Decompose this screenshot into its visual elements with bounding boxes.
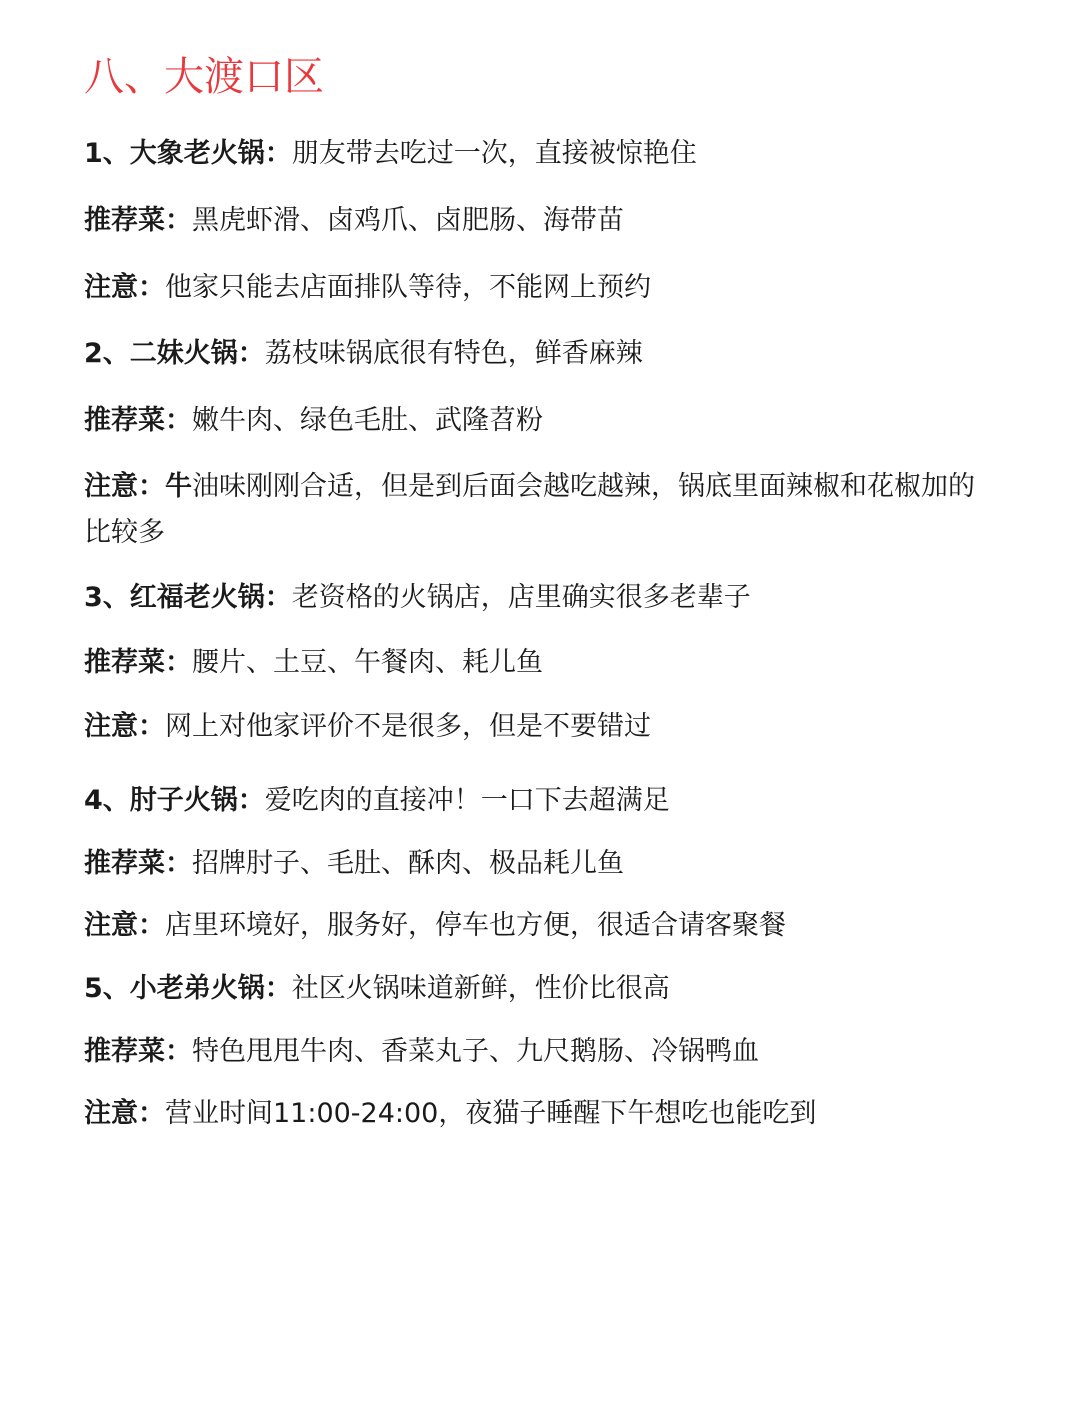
note-text: 店里环境好，服务好，停车也方便，很适合请客聚餐: [165, 910, 786, 941]
restaurant-name: 4、肘子火锅：: [84, 785, 265, 816]
recommended-label: 推荐菜：: [84, 405, 192, 436]
note-text: 他家只能去店面排队等待，不能网上预约: [165, 272, 651, 303]
recommended-label: 推荐菜：: [84, 647, 192, 678]
note-label: 注意：牛: [84, 471, 192, 502]
restaurant-heading: [84, 131, 984, 177]
recommended-label: 推荐菜：: [84, 848, 192, 879]
recommended-text: 嫩牛肉、绿色毛肚、武隆苕粉: [192, 405, 543, 436]
restaurant-description: 朋友带去吃过一次，直接被惊艳住: [291, 138, 697, 169]
recommended-dishes: [84, 1029, 984, 1075]
note: [84, 704, 984, 750]
restaurant-heading: [84, 778, 984, 824]
restaurant-heading: [84, 575, 984, 621]
recommended-label: 推荐菜：: [84, 205, 192, 236]
recommended-dishes: [84, 841, 984, 887]
recommended-text: 黑虎虾滑、卤鸡爪、卤肥肠、海带苗: [192, 205, 624, 236]
note-label: 注意：: [84, 272, 165, 303]
restaurant-description: 社区火锅味道新鲜，性价比很高: [291, 973, 670, 1004]
section-title: 八、大渡口区: [84, 54, 324, 100]
note-label: 注意：: [84, 910, 165, 941]
recommended-text: 腰片、土豆、午餐肉、耗儿鱼: [192, 647, 543, 678]
recommended-text: 招牌肘子、毛肚、酥肉、极品耗儿鱼: [192, 848, 624, 879]
recommended-label: 推荐菜：: [84, 1036, 192, 1067]
recommended-dishes: [84, 198, 984, 244]
restaurant-description: 老资格的火锅店，店里确实很多老辈子: [291, 582, 751, 613]
note-text: 油味刚刚合适，但是到后面会越吃越辣，锅底里面辣椒和花椒加的比较多: [84, 471, 975, 548]
note: [84, 265, 984, 311]
recommended-text: 特色甩甩牛肉、香菜丸子、九尺鹅肠、冷锅鸭血: [192, 1036, 759, 1067]
restaurant-description: 爱吃肉的直接冲！一口下去超满足: [264, 785, 670, 816]
note-text: 营业时间11:00-24:00，夜猫子睡醒下午想吃也能吃到: [165, 1098, 817, 1129]
note: [84, 464, 984, 556]
restaurant-description: 荔枝味锅底很有特色，鲜香麻辣: [264, 338, 643, 369]
restaurant-name: 3、红福老火锅：: [84, 582, 292, 613]
note: [84, 1091, 984, 1137]
note-label: 注意：: [84, 1098, 165, 1129]
recommended-dishes: [84, 398, 984, 444]
restaurant-heading: [84, 331, 984, 377]
restaurant-name: 2、二妹火锅：: [84, 338, 265, 369]
recommended-dishes: [84, 640, 984, 686]
restaurant-heading: [84, 966, 984, 1012]
note: [84, 903, 984, 949]
restaurant-name: 5、小老弟火锅：: [84, 973, 292, 1004]
note-label: 注意：: [84, 711, 165, 742]
note-text: 网上对他家评价不是很多，但是不要错过: [165, 711, 651, 742]
restaurant-name: 1、大象老火锅：: [84, 138, 292, 169]
